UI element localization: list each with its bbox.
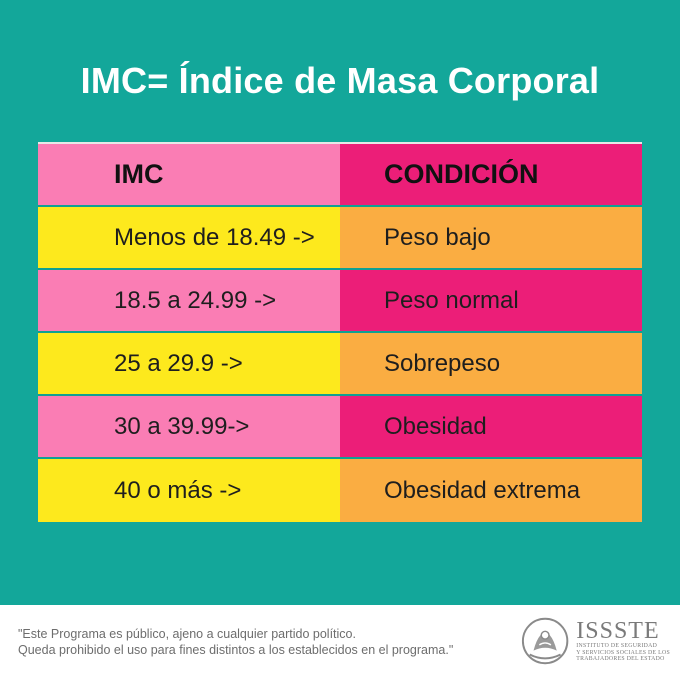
table-row <box>38 459 642 522</box>
condition-cell: Obesidad <box>340 396 642 457</box>
logo-name: ISSSTE <box>576 618 660 645</box>
imc-cell: 40 o más -> <box>38 459 340 522</box>
condition-cell: Peso bajo <box>340 207 642 268</box>
imc-cell: 25 a 29.9 -> <box>38 333 340 394</box>
logo-subtitle: TRABAJADORES DEL ESTADO <box>576 656 665 663</box>
issste-emblem-icon <box>520 615 570 667</box>
table-header-row <box>38 144 642 207</box>
condition-cell: Peso normal <box>340 270 642 331</box>
header-imc: IMC <box>38 144 340 205</box>
imc-cell: 18.5 a 24.99 -> <box>38 270 340 331</box>
bmi-table <box>38 142 642 522</box>
table-row <box>38 396 642 459</box>
table-row <box>38 333 642 396</box>
disclaimer-line: Queda prohibido el uso para fines distintos a los establecidos en el programa." <box>18 643 454 657</box>
table-row <box>38 270 642 333</box>
disclaimer <box>18 626 498 658</box>
condition-cell: Obesidad extrema <box>340 459 642 522</box>
imc-cell: Menos de 18.49 -> <box>38 207 340 268</box>
issste-logo <box>520 615 670 667</box>
logo-subtitle: Y SERVICIOS SOCIALES DE LOS <box>576 649 670 656</box>
page-title: IMC= Índice de Masa Corporal <box>80 60 600 101</box>
imc-cell: 30 a 39.99-> <box>38 396 340 457</box>
table-row <box>38 207 642 270</box>
logo-subtitle: INSTITUTO DE SEGURIDAD <box>576 643 658 650</box>
disclaimer-line: "Este Programa es público, ajeno a cualquier partido político. <box>18 627 356 641</box>
logo-text <box>576 619 670 663</box>
condition-cell: Sobrepeso <box>340 333 642 394</box>
header-condicion: CONDICIÓN <box>340 144 642 205</box>
